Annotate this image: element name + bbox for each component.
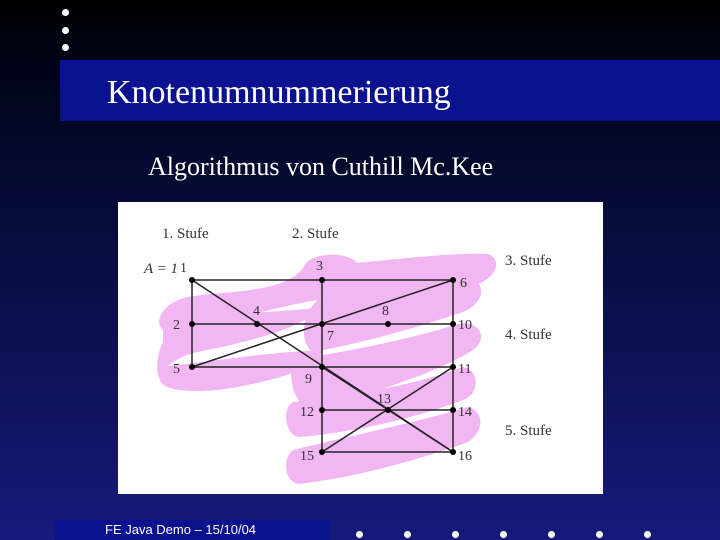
node-label-9: 9 xyxy=(305,372,312,387)
node-11 xyxy=(450,364,456,370)
bullet-dot-1 xyxy=(62,9,69,16)
node-label-5: 5 xyxy=(173,362,180,377)
cuthill-mckee-figure xyxy=(118,202,603,494)
slide-title: Knotenumnummerierung xyxy=(107,74,451,111)
node-label-6: 6 xyxy=(460,276,467,291)
node-label-4: 4 xyxy=(253,304,260,319)
footer-text: FE Java Demo – 15/10/04 xyxy=(105,522,257,537)
level-label-5: 5. Stufe xyxy=(505,423,552,439)
level-label-2: 2. Stufe xyxy=(292,226,339,242)
node-13 xyxy=(385,407,391,413)
node-4 xyxy=(254,321,260,327)
level-label-4: 4. Stufe xyxy=(505,327,552,343)
node-10 xyxy=(450,321,456,327)
node-label-12: 12 xyxy=(300,405,314,420)
node-8 xyxy=(385,321,391,327)
node-label-10: 10 xyxy=(458,318,472,333)
footer-dot-3 xyxy=(452,531,459,538)
footer-dot-1 xyxy=(356,531,363,538)
start-label: A = 1 xyxy=(144,261,179,277)
node-1 xyxy=(189,277,195,283)
node-12 xyxy=(319,407,325,413)
node-label-8: 8 xyxy=(382,304,389,319)
level-label-3: 3. Stufe xyxy=(505,253,552,269)
footer-dot-2 xyxy=(404,531,411,538)
node-5 xyxy=(189,364,195,370)
node-label-1: 1 xyxy=(180,261,187,276)
slide-subtitle: Algorithmus von Cuthill Mc.Kee xyxy=(148,152,494,181)
node-label-16: 16 xyxy=(458,449,472,464)
node-label-2: 2 xyxy=(173,318,180,333)
footer-dot-4 xyxy=(500,531,507,538)
graph-diagram xyxy=(118,202,603,494)
node-7 xyxy=(319,321,325,327)
node-label-11: 11 xyxy=(458,362,472,377)
node-label-3: 3 xyxy=(316,259,323,274)
node-14 xyxy=(450,407,456,413)
node-label-7: 7 xyxy=(327,329,334,344)
node-16 xyxy=(450,449,456,455)
node-3 xyxy=(319,277,325,283)
footer-dot-7 xyxy=(644,531,651,538)
node-9 xyxy=(319,364,325,370)
bullet-dot-3 xyxy=(62,44,69,51)
node-2 xyxy=(189,321,195,327)
node-6 xyxy=(450,277,456,283)
level-label-1: 1. Stufe xyxy=(162,226,209,242)
footer-dot-5 xyxy=(548,531,555,538)
node-label-13: 13 xyxy=(377,392,391,407)
node-label-15: 15 xyxy=(300,449,314,464)
node-15 xyxy=(319,449,325,455)
node-label-14: 14 xyxy=(458,405,472,420)
footer-dot-6 xyxy=(596,531,603,538)
bullet-dot-2 xyxy=(62,27,69,34)
